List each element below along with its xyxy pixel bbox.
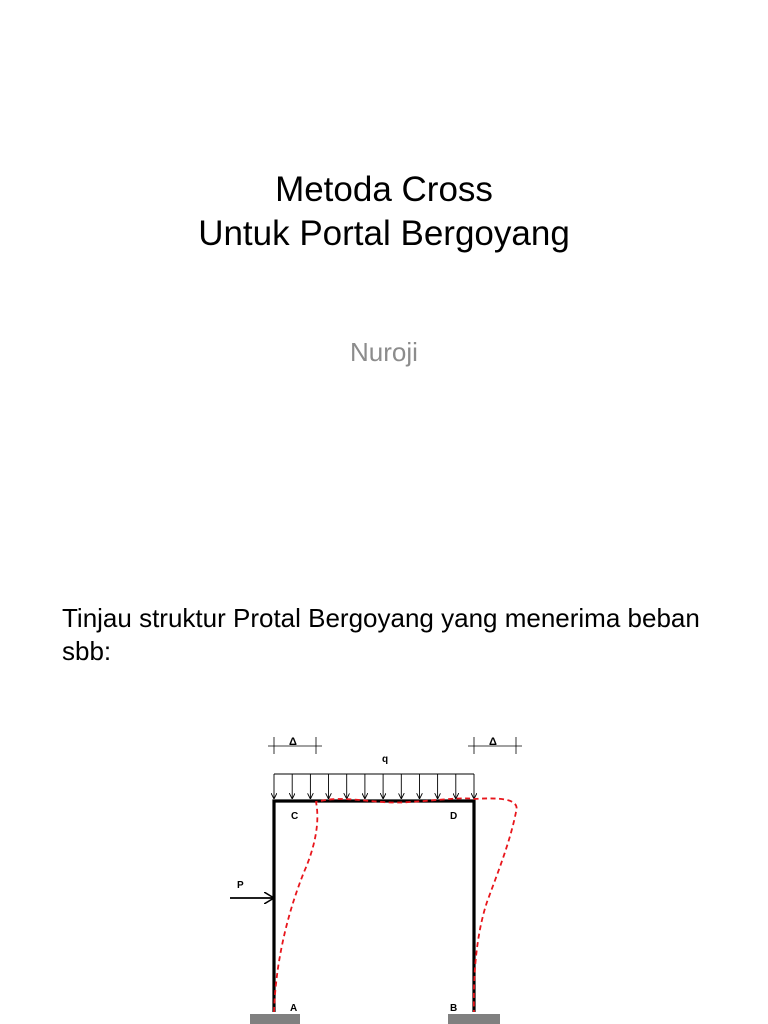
node-label-b: B — [450, 1003, 458, 1014]
portal-frame — [274, 801, 474, 1012]
node-label-d: D — [450, 811, 458, 822]
force-label-p: P — [237, 880, 244, 891]
support-b — [448, 1014, 500, 1024]
displacement-label-right: Δ — [489, 736, 497, 748]
load-label-q: q — [382, 754, 389, 765]
slide-body-text: Tinjau struktur Protal Bergoyang yang menerima beban sbb: — [62, 603, 700, 666]
slide-subtitle: Nuroji — [350, 337, 418, 367]
slide-title — [0, 168, 768, 256]
portal-frame-diagram — [0, 512, 768, 1024]
distributed-load — [274, 774, 474, 798]
displacement-label-left: Δ — [289, 736, 297, 748]
node-label-c: C — [291, 811, 299, 822]
node-label-a: A — [290, 1003, 298, 1014]
content-slide — [0, 512, 768, 1024]
deflected-shape — [274, 798, 517, 1012]
title-line-2: Untuk Portal Bergoyang — [198, 214, 570, 253]
support-a — [250, 1014, 300, 1024]
title-line-1: Metoda Cross — [275, 170, 493, 209]
